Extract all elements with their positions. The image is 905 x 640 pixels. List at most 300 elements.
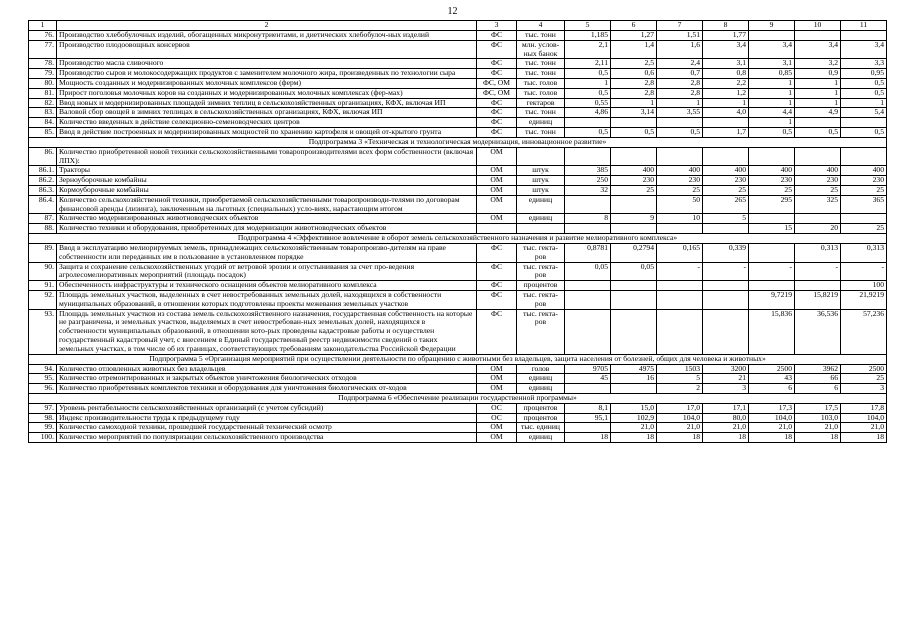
unit: штук [517, 176, 565, 186]
value-col-8: 2,2 [703, 78, 749, 88]
value-col-6: 0,5 [611, 127, 657, 137]
value-col-8: 3,4 [703, 40, 749, 59]
table-row [29, 195, 887, 214]
value-col-10: - [795, 262, 841, 281]
indicator-name: Количество введенных в действие селекционно-семеноводческих центров [57, 118, 477, 128]
row-number: 80. [29, 78, 57, 88]
value-col-7: 230 [657, 176, 703, 186]
source: ОМ [477, 147, 517, 166]
row-number: 98. [29, 413, 57, 423]
value-col-8: 0,339 [703, 243, 749, 262]
value-col-8: 3,1 [703, 59, 749, 69]
value-col-5 [565, 281, 611, 291]
header-cell-2: 2 [57, 21, 477, 31]
unit: единиц [517, 195, 565, 214]
table-row [29, 98, 887, 108]
header-cell-9: 9 [749, 21, 795, 31]
value-col-10 [795, 31, 841, 41]
value-col-6: 0,6 [611, 69, 657, 79]
indicator-name: Мощность созданных и модернизированных молочных комплексов (ферм) [57, 78, 477, 88]
unit: процентов [517, 413, 565, 423]
value-col-5: 32 [565, 185, 611, 195]
indicator-name: Количество самоходной техники, прошедшей государственный технический осмотр [57, 423, 477, 433]
table-row [29, 224, 887, 234]
value-col-8: 25 [703, 185, 749, 195]
value-col-7 [657, 281, 703, 291]
value-col-8: 230 [703, 176, 749, 186]
value-col-6 [611, 195, 657, 214]
source [477, 224, 517, 234]
table-header-row [29, 21, 887, 31]
row-number: 81. [29, 88, 57, 98]
value-col-7: 50 [657, 195, 703, 214]
row-number: 88. [29, 224, 57, 234]
header-cell-11: 11 [841, 21, 887, 31]
source: ФС [477, 262, 517, 281]
value-col-10: 1 [795, 98, 841, 108]
unit: процентов [517, 281, 565, 291]
unit: тыс. голов [517, 78, 565, 88]
value-col-6: 3,14 [611, 108, 657, 118]
row-number: 94. [29, 364, 57, 374]
value-col-9: 1 [749, 118, 795, 128]
value-col-9: 25 [749, 185, 795, 195]
value-col-6: 1 [611, 98, 657, 108]
header-cell-6: 6 [611, 21, 657, 31]
source: ОМ [477, 433, 517, 443]
source: ФС [477, 69, 517, 79]
row-number: 92. [29, 290, 57, 309]
value-col-10 [795, 147, 841, 166]
value-col-8: 17,1 [703, 403, 749, 413]
indicator-name: Количество отремонтированных и закрытых объектов уничтожения биологических отходов [57, 374, 477, 384]
value-col-7: 1 [657, 98, 703, 108]
value-col-7: 1,6 [657, 40, 703, 59]
table-row [29, 59, 887, 69]
value-col-11: 2500 [841, 364, 887, 374]
value-col-7 [657, 147, 703, 166]
value-col-10: 1 [795, 88, 841, 98]
unit: тыс. единиц [517, 423, 565, 433]
value-col-5: 0,5 [565, 69, 611, 79]
value-col-7: - [657, 262, 703, 281]
subprogram-heading-row [29, 393, 887, 403]
value-col-9: - [749, 262, 795, 281]
unit: тыс. тонн [517, 59, 565, 69]
unit: процентов [517, 403, 565, 413]
table-row [29, 423, 887, 433]
source: ФС [477, 31, 517, 41]
row-number: 93. [29, 309, 57, 354]
value-col-7: 400 [657, 166, 703, 176]
source: ФС [477, 127, 517, 137]
indicator-name: Ввод в действие построенных и модернизированных мощностей по хранению картофеля и овощей от-крытого грунта [57, 127, 477, 137]
value-col-6: 0,05 [611, 262, 657, 281]
source: ОМ [477, 195, 517, 214]
value-col-8 [703, 224, 749, 234]
indicator-name: Производство сыров и молокосодержащих продуктов с заменителем молочного жира, произведенных по технологии сыра [57, 69, 477, 79]
row-number: 96. [29, 384, 57, 394]
row-number: 79. [29, 69, 57, 79]
value-col-10: 325 [795, 195, 841, 214]
indicator-name: Количество модернизированных животноводческих объектов [57, 214, 477, 224]
indicator-name: Индекс производительности труда к предыдущему году [57, 413, 477, 423]
table-row [29, 281, 887, 291]
value-col-9 [749, 243, 795, 262]
value-col-10: 21,0 [795, 423, 841, 433]
source: ФС [477, 118, 517, 128]
indicator-name: Ввод в эксплуатацию мелиорируемых земель, принадлежащих сельскохозяйственным товаропроизво-дителям на праве собственности или переданных им в пользование в установленном порядке [57, 243, 477, 262]
value-col-7 [657, 290, 703, 309]
value-col-10: 230 [795, 176, 841, 186]
subprogram-heading-row [29, 233, 887, 243]
indicator-name: Зерноуборочные комбайны [57, 176, 477, 186]
value-col-8: 265 [703, 195, 749, 214]
indicator-name: Количество приобретенной новой техники сельскохозяйственными товаропроизводителями всех форм собственности (включая ЛПХ): [57, 147, 477, 166]
indicator-name: Тракторы [57, 166, 477, 176]
value-col-5: 1,185 [565, 31, 611, 41]
value-col-10: 3,4 [795, 40, 841, 59]
header-cell-8: 8 [703, 21, 749, 31]
value-col-9: 15,836 [749, 309, 795, 354]
indicator-name: Обеспеченность инфраструктуры и технического оснащения объектов мелиоративного комплекса [57, 281, 477, 291]
value-col-9 [749, 281, 795, 291]
value-col-6: 15,0 [611, 403, 657, 413]
value-col-10: 25 [795, 185, 841, 195]
value-col-9: 18 [749, 433, 795, 443]
value-col-11: 0,313 [841, 243, 887, 262]
value-col-11: 17,8 [841, 403, 887, 413]
value-col-6: 2,8 [611, 88, 657, 98]
value-col-11 [841, 214, 887, 224]
page-number: 12 [447, 6, 458, 17]
value-col-7: 1,51 [657, 31, 703, 41]
table-row [29, 214, 887, 224]
value-col-11: 25 [841, 185, 887, 195]
value-col-5: 18 [565, 433, 611, 443]
value-col-7: 2,4 [657, 59, 703, 69]
header-cell-3: 3 [477, 21, 517, 31]
value-col-6: 1,4 [611, 40, 657, 59]
value-col-7 [657, 224, 703, 234]
value-col-5: 1 [565, 78, 611, 88]
unit: единиц [517, 214, 565, 224]
value-col-8: 1,2 [703, 88, 749, 98]
value-col-5: 250 [565, 176, 611, 186]
value-col-5 [565, 118, 611, 128]
value-col-8: 1,7 [703, 127, 749, 137]
value-col-9: 400 [749, 166, 795, 176]
source: ФС [477, 309, 517, 354]
value-col-9: 43 [749, 374, 795, 384]
table-row [29, 433, 887, 443]
source: ОМ [477, 364, 517, 374]
value-col-7: 2,8 [657, 88, 703, 98]
source: ФС [477, 290, 517, 309]
row-number: 86.2. [29, 176, 57, 186]
indicator-name: Кормоуборочные комбайны [57, 185, 477, 195]
indicator-name: Прирост поголовья молочных коров на созданных и модернизированных молочных комплексах (фер-мах) [57, 88, 477, 98]
row-number: 76. [29, 31, 57, 41]
value-col-9: 104,0 [749, 413, 795, 423]
table-row [29, 166, 887, 176]
value-col-9: 9,7219 [749, 290, 795, 309]
indicator-name: Производство хлебобулочных изделий, обогащенных микронутриентами, и диетических хлебобулоч-ных изделий [57, 31, 477, 41]
value-col-10: 0,5 [795, 127, 841, 137]
value-col-6: 4975 [611, 364, 657, 374]
value-col-8 [703, 281, 749, 291]
table-row [29, 127, 887, 137]
value-col-9: 6 [749, 384, 795, 394]
unit: штук [517, 185, 565, 195]
value-col-6 [611, 309, 657, 354]
table-row [29, 413, 887, 423]
value-col-10: 103,0 [795, 413, 841, 423]
row-number: 89. [29, 243, 57, 262]
row-number: 91. [29, 281, 57, 291]
row-number: 86.1. [29, 166, 57, 176]
value-col-11: 25 [841, 224, 887, 234]
value-col-5 [565, 309, 611, 354]
row-number: 86. [29, 147, 57, 166]
table-row [29, 108, 887, 118]
value-col-5: 45 [565, 374, 611, 384]
table-row [29, 185, 887, 195]
row-number: 83. [29, 108, 57, 118]
value-col-9: 4,4 [749, 108, 795, 118]
value-col-5: 0,55 [565, 98, 611, 108]
value-col-6 [611, 281, 657, 291]
unit [517, 147, 565, 166]
value-col-10: 0,313 [795, 243, 841, 262]
value-col-9 [749, 31, 795, 41]
value-col-7: 0,165 [657, 243, 703, 262]
subprogram-heading: Подпрограмма 4 «Эффективное вовлечение в оборот земель сельскохозяйственного назначения и развитие мелиоративного комплекса» [29, 233, 887, 243]
value-col-11: 230 [841, 176, 887, 186]
value-col-8: 3200 [703, 364, 749, 374]
value-col-9 [749, 214, 795, 224]
value-col-5: 95,1 [565, 413, 611, 423]
table-row [29, 309, 887, 354]
value-col-8 [703, 290, 749, 309]
value-col-9: 295 [749, 195, 795, 214]
value-col-8: 4,0 [703, 108, 749, 118]
source: ОМ [477, 423, 517, 433]
unit: тыс. тонн [517, 31, 565, 41]
value-col-11: 21,9219 [841, 290, 887, 309]
value-col-7: 104,0 [657, 413, 703, 423]
value-col-9: 0,85 [749, 69, 795, 79]
source: ОМ [477, 176, 517, 186]
value-col-11 [841, 31, 887, 41]
value-col-7 [657, 118, 703, 128]
subprogram-heading: Подпрограмма 3 «Техническая и технологическая модернизация, инновационное развитие» [29, 137, 887, 147]
value-col-11: 100 [841, 281, 887, 291]
source: ФС, ОМ [477, 78, 517, 88]
value-col-5: 385 [565, 166, 611, 176]
value-col-8 [703, 147, 749, 166]
value-col-5: 0,8781 [565, 243, 611, 262]
table-row [29, 69, 887, 79]
indicator-name: Количество техники и оборудования, приобретенных для модернизации животноводческих объектов [57, 224, 477, 234]
table-row [29, 176, 887, 186]
value-col-10: 3962 [795, 364, 841, 374]
value-col-5: 2,1 [565, 40, 611, 59]
indicator-name: Валовой сбор овощей в зимних теплицах в сельскохозяйственных организациях, КФХ, включая ИП [57, 108, 477, 118]
row-number: 86.3. [29, 185, 57, 195]
unit: единиц [517, 374, 565, 384]
row-number: 77. [29, 40, 57, 59]
table-row [29, 374, 887, 384]
value-col-8: 1 [703, 98, 749, 108]
indicator-name: Количество приобретенных комплектов техники и оборудования для уничтожения биологических от-ходов [57, 384, 477, 394]
unit: голов [517, 364, 565, 374]
indicator-name: Ввод новых и модернизированных площадей зимних теплиц в сельскохозяйственных организациях, КФХ, включая ИП [57, 98, 477, 108]
indicator-name: Площадь земельных участков, выделенных в счет невостребованных земельных долей, находящихся в собственности муниципальных образований, в отношении которых подготовлены проекты межевания земельных участков [57, 290, 477, 309]
value-col-5 [565, 147, 611, 166]
value-col-6 [611, 384, 657, 394]
value-col-11: 365 [841, 195, 887, 214]
value-col-9: 1 [749, 88, 795, 98]
row-number: 87. [29, 214, 57, 224]
table-row [29, 262, 887, 281]
value-col-9: 230 [749, 176, 795, 186]
unit: единиц [517, 118, 565, 128]
table-row [29, 364, 887, 374]
value-col-8 [703, 309, 749, 354]
source: ОМ [477, 374, 517, 384]
value-col-6 [611, 290, 657, 309]
value-col-8 [703, 118, 749, 128]
value-col-7: 17,0 [657, 403, 703, 413]
value-col-5: 9705 [565, 364, 611, 374]
table-row [29, 118, 887, 128]
value-col-10 [795, 214, 841, 224]
value-col-5: 2,11 [565, 59, 611, 69]
source: ОМ [477, 214, 517, 224]
source: ОМ [477, 185, 517, 195]
table-row [29, 384, 887, 394]
header-cell-1: 1 [29, 21, 57, 31]
value-col-10: 15,8219 [795, 290, 841, 309]
value-col-6 [611, 147, 657, 166]
table-row [29, 147, 887, 166]
source: ФС [477, 281, 517, 291]
unit: тыс. гекта-ров [517, 309, 565, 354]
value-col-5: 4,86 [565, 108, 611, 118]
value-col-11: 18 [841, 433, 887, 443]
source: ФС [477, 59, 517, 69]
row-number: 95. [29, 374, 57, 384]
value-col-9: 3,1 [749, 59, 795, 69]
value-col-5: 0,5 [565, 127, 611, 137]
value-col-7: 5 [657, 374, 703, 384]
value-col-10: 400 [795, 166, 841, 176]
value-col-9: 0,5 [749, 127, 795, 137]
row-number: 100. [29, 433, 57, 443]
value-col-11 [841, 118, 887, 128]
table-row [29, 403, 887, 413]
indicator-name: Производство плодоовощных консервов [57, 40, 477, 59]
source: ФС [477, 243, 517, 262]
value-col-10: 20 [795, 224, 841, 234]
value-col-9: 3,4 [749, 40, 795, 59]
value-col-6: 2,5 [611, 59, 657, 69]
value-col-6: 0,2794 [611, 243, 657, 262]
value-col-8: 3 [703, 384, 749, 394]
unit: единиц [517, 433, 565, 443]
source: ОС [477, 403, 517, 413]
value-col-10: 3,2 [795, 59, 841, 69]
table-row [29, 78, 887, 88]
header-cell-4: 4 [517, 21, 565, 31]
value-col-7: 1503 [657, 364, 703, 374]
source: ФС, ОМ [477, 88, 517, 98]
value-col-11: 0,5 [841, 88, 887, 98]
value-col-7: 3,55 [657, 108, 703, 118]
source: ОМ [477, 166, 517, 176]
value-col-7: 2,8 [657, 78, 703, 88]
value-col-9: 1 [749, 78, 795, 88]
value-col-5 [565, 423, 611, 433]
unit [517, 224, 565, 234]
value-col-11 [841, 147, 887, 166]
value-col-6 [611, 118, 657, 128]
value-col-11: 0,95 [841, 69, 887, 79]
row-number: 97. [29, 403, 57, 413]
value-col-5: 0,5 [565, 88, 611, 98]
value-col-6 [611, 224, 657, 234]
subprogram-heading-row [29, 354, 887, 364]
value-col-5 [565, 384, 611, 394]
value-col-5: 0,05 [565, 262, 611, 281]
source: ОМ [477, 384, 517, 394]
indicator-name: Количество мероприятий по популяризации сельскохозяйственного производства [57, 433, 477, 443]
indicator-name: Количество отловленных животных без владельцев [57, 364, 477, 374]
value-col-7: 25 [657, 185, 703, 195]
header-cell-5: 5 [565, 21, 611, 31]
indicator-name: Количество сельскохозяйственной техники, приобретаемой сельскохозяйственными товаропроизводи-телями по договорам финансовой аренды (лизинга), заключенным на льготных (специальных) усло-виях, нарастающим итогом [57, 195, 477, 214]
value-col-6: 102,9 [611, 413, 657, 423]
value-col-11: 3 [841, 384, 887, 394]
value-col-10: 18 [795, 433, 841, 443]
value-col-11: 25 [841, 374, 887, 384]
value-col-11: 57,236 [841, 309, 887, 354]
unit: штук [517, 166, 565, 176]
source: ФС [477, 98, 517, 108]
value-col-7: 2 [657, 384, 703, 394]
table-row [29, 88, 887, 98]
value-col-8: 21,0 [703, 423, 749, 433]
unit: единиц [517, 384, 565, 394]
value-col-11: 400 [841, 166, 887, 176]
value-col-6: 18 [611, 433, 657, 443]
value-col-11: 0,5 [841, 127, 887, 137]
row-number: 99. [29, 423, 57, 433]
value-col-10: 66 [795, 374, 841, 384]
value-col-5 [565, 195, 611, 214]
table-row [29, 243, 887, 262]
indicator-name: Уровень рентабельности сельскохозяйственных организаций (с учетом субсидий) [57, 403, 477, 413]
value-col-10: 4,9 [795, 108, 841, 118]
value-col-8: 400 [703, 166, 749, 176]
row-number: 90. [29, 262, 57, 281]
row-number: 86.4. [29, 195, 57, 214]
value-col-5 [565, 224, 611, 234]
value-col-8: 80,0 [703, 413, 749, 423]
source: ФС [477, 108, 517, 118]
table-row [29, 40, 887, 59]
